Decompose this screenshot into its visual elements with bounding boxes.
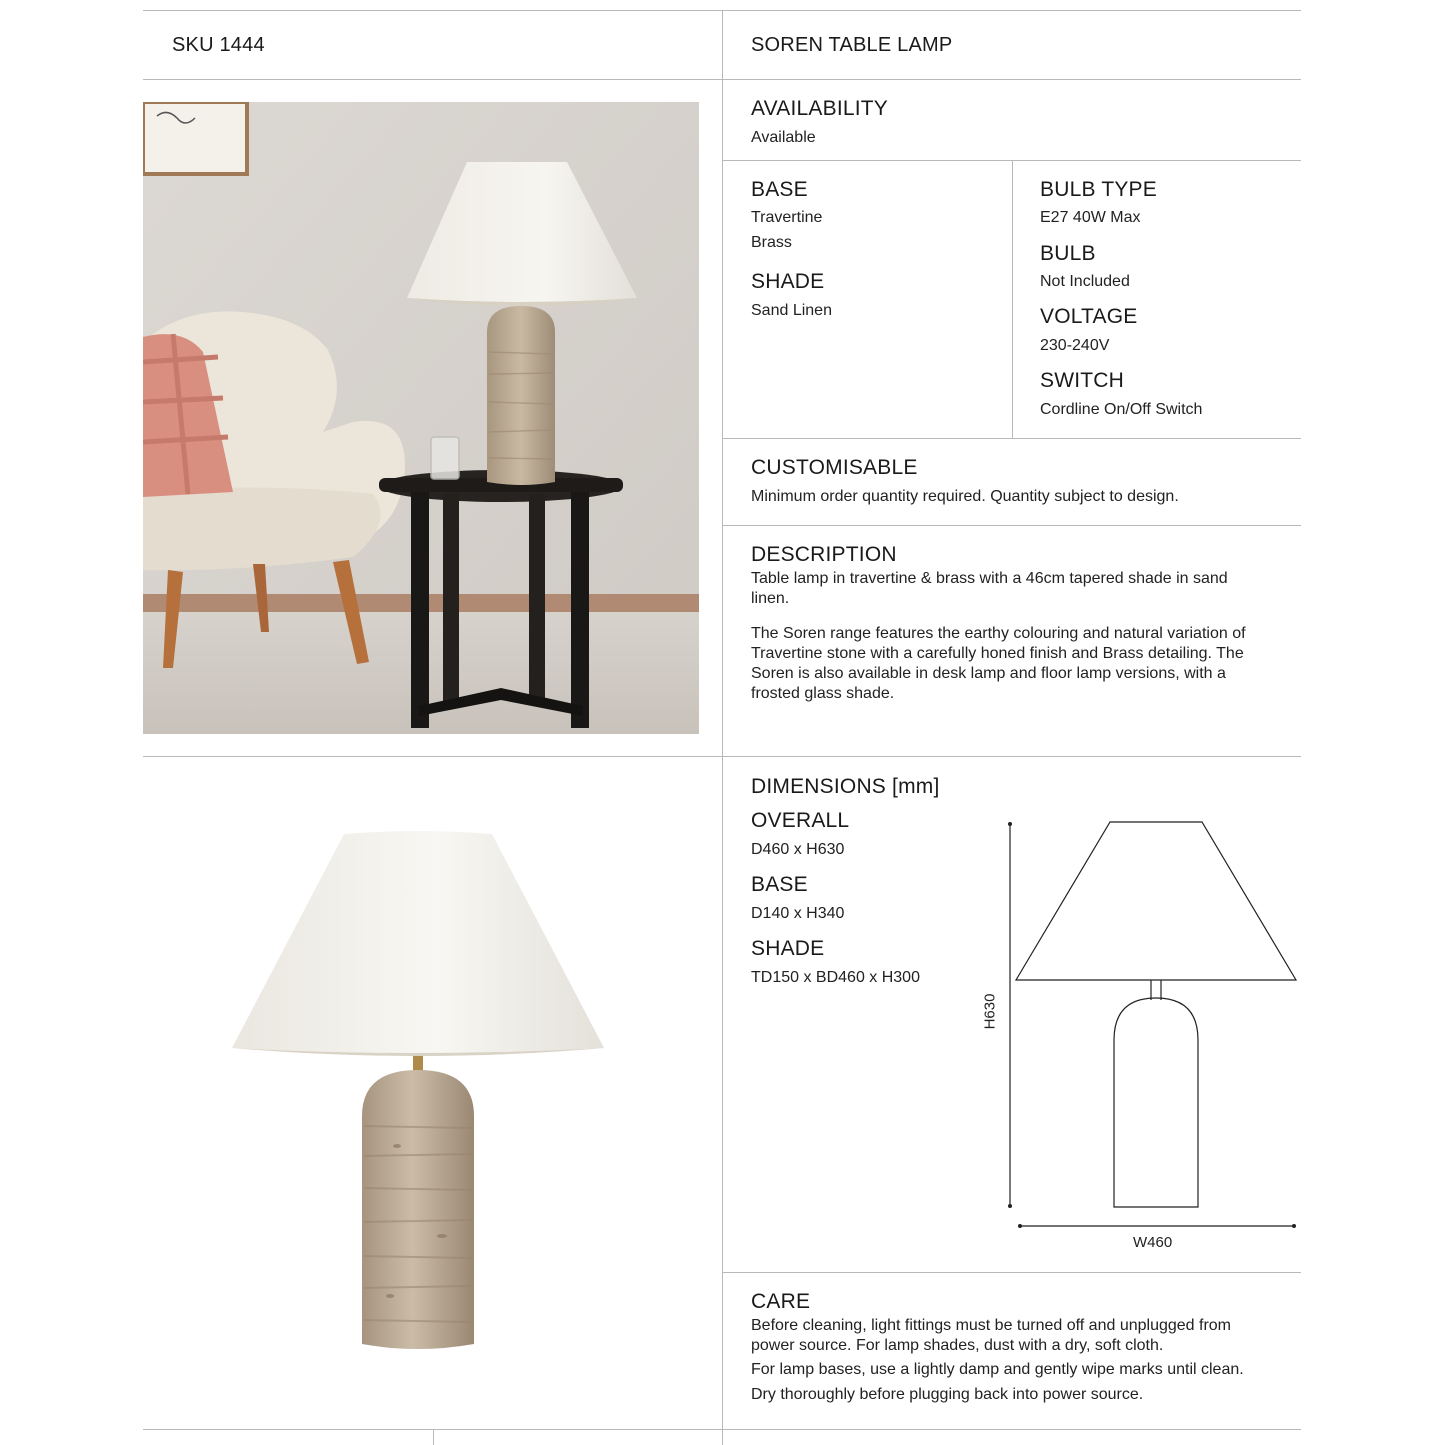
care-line-1: Before cleaning, light fittings must be turned off and unplugged from power source. For lamp shades, dust with a dry, soft cloth.: [751, 1317, 1232, 1354]
shade-value: Sand Linen: [751, 302, 832, 319]
care-line-2: For lamp bases, use a lightly damp and gently wipe marks until clean.: [751, 1361, 1244, 1378]
care-line-3: Dry thoroughly before plugging back into power source.: [751, 1386, 1144, 1403]
base-outline: [1114, 998, 1198, 1207]
base-material-1: Travertine: [751, 209, 823, 226]
center-divider: [722, 10, 723, 1445]
voltage-label: VOLTAGE: [1040, 305, 1138, 328]
care-label: CARE: [751, 1290, 811, 1313]
description-paragraph-2: The Soren range features the earthy colouring and natural variation of Travertine stone with a carefully honed finish and Brass detailing. The Soren is also available in desk lamp and floor lamp versions, with a frosted glass shade.: [751, 625, 1246, 702]
diagram-width-label: W460: [1133, 1234, 1173, 1251]
dimension-diagram: [980, 810, 1300, 1260]
dim-base-label: BASE: [751, 873, 808, 896]
switch-value: Cordline On/Off Switch: [1040, 401, 1203, 418]
footer-divider: [433, 1430, 434, 1445]
product-title: SOREN TABLE LAMP: [751, 34, 953, 56]
sku-label: SKU 1444: [172, 34, 265, 56]
availability-value: Available: [751, 129, 816, 146]
customisable-value: Minimum order quantity required. Quantity subject to design.: [751, 488, 1179, 505]
shade-label: SHADE: [751, 270, 825, 293]
overall-value: D460 x H630: [751, 841, 845, 858]
section-rule: [143, 756, 1301, 757]
lifestyle-photo: [143, 102, 699, 734]
dimensions-rule: [723, 1272, 1301, 1273]
specs-divider: [1012, 161, 1013, 438]
overall-label: OVERALL: [751, 809, 850, 832]
description-label: DESCRIPTION: [751, 543, 897, 566]
dim-shade-value: TD150 x BD460 x H300: [751, 969, 920, 986]
dim-base-value: D140 x H340: [751, 905, 845, 922]
bulb-value: Not Included: [1040, 273, 1130, 290]
diagram-height-label: H630: [981, 993, 999, 1030]
dim-shade-label: SHADE: [751, 937, 825, 960]
description-paragraph-1: Table lamp in travertine & brass with a 46cm tapered shade in sand linen.: [751, 570, 1228, 607]
bulb-type-value: E27 40W Max: [1040, 209, 1141, 226]
stem-outline: [1151, 980, 1161, 1000]
bulb-label: BULB: [1040, 242, 1096, 265]
base-material-2: Brass: [751, 234, 792, 251]
dimensions-label: DIMENSIONS [mm]: [751, 775, 940, 798]
specs-rule: [723, 438, 1301, 439]
availability-label: AVAILABILITY: [751, 97, 889, 120]
customisable-rule: [723, 525, 1301, 526]
bottom-rule: [143, 1429, 1301, 1430]
voltage-value: 230-240V: [1040, 337, 1110, 354]
base-label: BASE: [751, 178, 808, 201]
switch-label: SWITCH: [1040, 369, 1125, 392]
customisable-label: CUSTOMISABLE: [751, 456, 918, 479]
bulb-type-label: BULB TYPE: [1040, 178, 1157, 201]
shade-outline: [1016, 822, 1296, 980]
product-photo: [222, 826, 614, 1360]
